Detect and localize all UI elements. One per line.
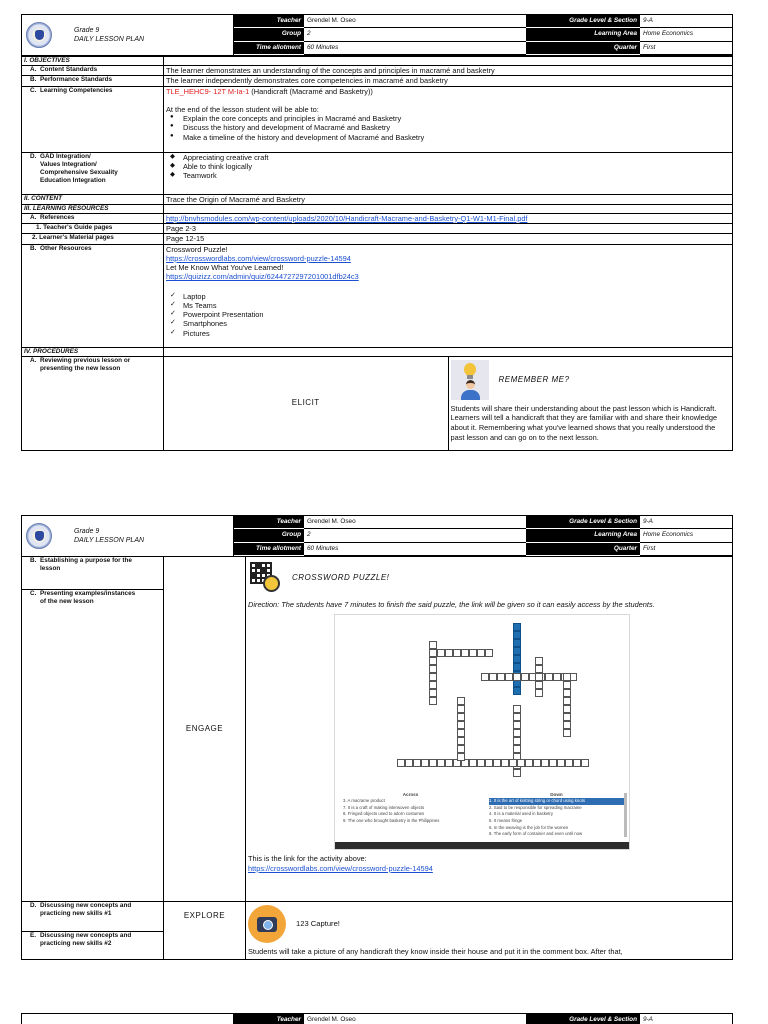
crossword-cell (513, 769, 521, 777)
competency-code: TLE_HEHC9- 12T M-Ia-1 (166, 86, 250, 96)
content-heading: II. CONTENT (22, 194, 164, 204)
crossword-cell (405, 759, 413, 767)
lesson-header (21, 1013, 733, 1024)
crossword-cell (469, 649, 477, 657)
deped-seal-icon (26, 523, 52, 549)
lesson-plan-page-1 (21, 14, 733, 451)
crossword-cell (445, 649, 453, 657)
crossword-cell (513, 713, 521, 721)
teacher-value: Grendel M. Oseo (304, 516, 526, 529)
crossword-cell (513, 673, 521, 681)
area-value: Home Economics (640, 529, 732, 542)
gad-label: GAD Integration/ Values Integration/ Comprehensive Sexuality Education Integration (40, 152, 118, 184)
list-item: ✓ Ms Teams (170, 301, 730, 310)
crossword-cell (513, 631, 521, 639)
procedures-heading: IV. PROCEDURES (22, 348, 164, 357)
clues-scrollbar[interactable] (624, 793, 627, 837)
teachers-guide-label: 1. Teacher's Guide pages (22, 224, 164, 234)
crossword-cell (413, 759, 421, 767)
crossword-cell (563, 713, 571, 721)
crossword-cell (513, 687, 521, 695)
crossword-cell (563, 689, 571, 697)
crossword-cell (533, 759, 541, 767)
link-intro: This is the link for the activity above: (248, 853, 367, 863)
list-item: ● Discuss the history and development of Macramé and Basketry (170, 123, 730, 132)
crossword-cell (477, 649, 485, 657)
crossword-cell (563, 681, 571, 689)
plan-title: DAILY LESSON PLAN (74, 36, 145, 43)
crossword-cell (457, 729, 465, 737)
performance-standards-value: The learner independently demonstrates core competencies in macramé and basketry (164, 76, 733, 86)
quarter-value: First (640, 543, 732, 556)
grade-section-value: 9-A (640, 516, 732, 529)
references-link[interactable]: http://bnvhsmodules.com/wp-content/uploads/2020/10/Handicraft-Macrame-and-Basketry-Q1-W1-M1-Final.pdf (166, 213, 528, 223)
crossword-timer-icon (248, 560, 282, 596)
remember-me-text: Students will share their understanding about the past lesson which is Handicraft. Learners will tell a handicraft that they are familiar with and share their knowledge about it. Remembering what you've learned shows that you really understood the past lesson and can go on to the next lesson. (450, 403, 718, 443)
group-value: 2 (304, 529, 526, 542)
learners-material-value: Page 12-15 (164, 234, 733, 244)
crossword-cell (535, 689, 543, 697)
crossword-cell (437, 649, 445, 657)
crossword-cell (461, 649, 469, 657)
crossword-cell (581, 759, 589, 767)
grade-section-value: 9-A (640, 1014, 732, 1024)
crossword-cell (563, 705, 571, 713)
crossword-cell (445, 759, 453, 767)
crossword-cell (453, 649, 461, 657)
crossword-cell (429, 673, 437, 681)
competencies-label: Learning Competencies (40, 86, 113, 94)
crossword-link[interactable]: https://crosswordlabs.com/view/crossword-puzzle-14594 (248, 863, 433, 873)
time-value: 60 Minutes (304, 543, 526, 556)
crossword-cell (429, 681, 437, 689)
crossword-cell (563, 673, 571, 681)
other-resources-label: Other Resources (40, 244, 92, 252)
crossword-cell (485, 759, 493, 767)
crossword-cell (485, 649, 493, 657)
across-clues: Across 3. A macrame product 7. It is a craft of making interwoven objects 8. Fringed objects used to adorn costumes 9. The one who brought basketry in the Philippines (343, 791, 440, 824)
explore-label: EXPLORE (164, 901, 246, 959)
crossword-cell (513, 655, 521, 663)
time-label: Time allotment (234, 543, 304, 556)
crossword-cell (563, 721, 571, 729)
grade-section-label: Grade Level & Section (526, 516, 640, 529)
crossword-cell (513, 721, 521, 729)
crossword-cell (505, 673, 513, 681)
gad-list (166, 153, 730, 181)
group-label: Group (234, 529, 304, 542)
crossword-cell (563, 729, 571, 737)
crossword-cell (525, 759, 533, 767)
crossword-cell (497, 673, 505, 681)
teacher-label: Teacher (234, 15, 304, 28)
objectives-heading: I. OBJECTIVES (22, 57, 164, 66)
crossword-cell (397, 759, 405, 767)
lesson-plan-page-3 (21, 1013, 733, 1024)
crossword-cell (457, 705, 465, 713)
establishing-purpose-label: Establishing a purpose for the lesson (40, 557, 132, 572)
crossword-cell (457, 713, 465, 721)
crossword-cell (501, 759, 509, 767)
down-clues: Down 1. It is the art of knitting string or chord using knots 2. Said to be responsible for spreading macrame 4. It is a material used in basketry 5. It means fringe 6. In the weaving is the job for the women 8. The early form of container and even until now (489, 791, 624, 838)
crossword-cell (513, 745, 521, 753)
crossword-cell (489, 673, 497, 681)
crossword-cell (557, 759, 565, 767)
crossword-cell (457, 745, 465, 753)
crossword-cell (541, 759, 549, 767)
crossword-cell (545, 673, 553, 681)
remember-me-title: REMEMBER ME? (498, 374, 570, 384)
crossword-cell (457, 737, 465, 745)
materials-list (166, 292, 730, 338)
crossword-cell (429, 657, 437, 665)
discussing-1-label: Discussing new concepts and practicing new skills #1 (40, 901, 132, 917)
idea-bulb-icon (451, 360, 489, 400)
crossword-cell (493, 759, 501, 767)
crossword-cell (429, 697, 437, 705)
teacher-value: Grendel M. Oseo (304, 15, 526, 28)
crossword-cell (535, 681, 543, 689)
learners-material-label: 2. Learner's Material pages (22, 234, 164, 244)
teacher-value: Grendel M. Oseo (304, 1014, 526, 1024)
content-standards-label: Content Standards (40, 66, 98, 73)
objectives-intro: At the end of the lesson student will be able to: (166, 104, 319, 114)
plan-title: DAILY LESSON PLAN (74, 537, 145, 544)
crossword-resource-link[interactable]: https://crosswordlabs.com/view/crossword-puzzle-14594 (166, 253, 351, 263)
crossword-puzzle-image (334, 614, 630, 850)
deped-seal-icon (26, 22, 52, 48)
grade-title: Grade 9 (74, 527, 100, 535)
time-label: Time allotment (234, 42, 304, 55)
area-label: Learning Area (526, 529, 640, 542)
grade-section-value: 9-A (640, 15, 732, 28)
crossword-cell (421, 759, 429, 767)
crossword-cell (513, 623, 521, 631)
crossword-cell (513, 639, 521, 647)
quarter-value: First (640, 42, 732, 55)
crossword-cell (549, 759, 557, 767)
lesson-header (21, 14, 733, 56)
teacher-label: Teacher (234, 1014, 304, 1024)
list-item: ✓ Laptop (170, 292, 730, 301)
procedures-table-1: IV. PROCEDURES A. Reviewing previous lesson or presenting the new lesson ELICIT REMEMBER ME? Students will share their understanding about the past lesson which is Handicraft. Learners will tell a handicraft that they are familiar with and share their knowledge about it. Remembering what you've learned shows that you really understood the past lesson and can go on to the next lesson. (21, 348, 733, 451)
crossword-cell (521, 673, 529, 681)
objectives-list (166, 114, 730, 142)
procedures-table-2: B. Establishing a purpose for the lesson ENGAGE CROSSWORD PUZZLE! Direction: The students have 7 minutes to finish the said puzzle, the link will be given so it can easily access by the students. Across 3. A macrame product 7. It is a craft of making interwoven objects 8. Fringed objects used to adorn costumes 9. The one who brought basketry in the Philippines Down 1. It is the art of knitting string or chord using knots 2. Said to be responsible for spreading macrame 4. It is a material used in basketry 5. It means fringe 6. In the weaving is the job for the women 8. The early form of container and even until now This is the link for the activity above: https://crosswordlabs.com/view/crossword-puzzle-14594 C. Presenting examples/instances of the new lesson D. Discussing new concepts and practicing new skills #1 EXPLORE 123 Capture! Students will take a picture of any handicraft they know inside their house and put it in the comment box. After that, E. Discussing new concepts and practicing new skills #2 (21, 557, 733, 960)
crossword-cell (457, 697, 465, 705)
list-item: ◆ Teamwork (170, 171, 730, 180)
crossword-direction: Direction: The students have 7 minutes to finish the said puzzle, the link will be given so it can easily access by the students. (248, 600, 655, 609)
capture-text: Students will take a picture of any handicraft they know inside their house and put it in the comment box. After that, (248, 946, 623, 956)
capture-title: 123 Capture! (296, 918, 340, 928)
crossword-cell (457, 721, 465, 729)
crossword-cell (513, 663, 521, 671)
presenting-examples-label: Presenting examples/instances of the new lesson (40, 589, 136, 605)
crossword-cell (513, 647, 521, 655)
elicit-label: ELICIT (164, 356, 449, 450)
crossword-cell (477, 759, 485, 767)
list-item: ◆ Appreciating creative craft (170, 153, 730, 162)
list-item: ◆ Able to think logically (170, 162, 730, 171)
crossword-cell (481, 673, 489, 681)
list-item: ✓ Pictures (170, 329, 730, 338)
area-label: Learning Area (526, 28, 640, 41)
lesson-plan-page-2 (21, 515, 733, 960)
engage-label: ENGAGE (164, 557, 246, 901)
grade-section-label: Grade Level & Section (526, 1014, 640, 1024)
group-label: Group (234, 28, 304, 41)
crossword-cell (429, 689, 437, 697)
crossword-cell (553, 673, 561, 681)
list-item: ● Make a timeline of the history and development of Macramé and Basketry (170, 133, 730, 142)
crossword-cell (565, 759, 573, 767)
time-value: 60 Minutes (304, 42, 526, 55)
camera-icon (248, 905, 286, 943)
competencies-cell (164, 86, 733, 152)
list-item: ✓ Smartphones (170, 319, 730, 328)
quiz-resource-label: Let Me Know What You've Learned! (166, 263, 284, 272)
crossword-cell (513, 729, 521, 737)
lesson-header (21, 515, 733, 557)
reviewing-label: Reviewing previous lesson or presenting the new lesson (40, 356, 131, 372)
list-item: ✓ Powerpoint Presentation (170, 310, 730, 319)
crossword-cell (535, 673, 543, 681)
teacher-label: Teacher (234, 516, 304, 529)
quiz-resource-link[interactable]: https://quizizz.com/admin/quiz/6244727297201001dfb24c3 (166, 272, 359, 282)
crossword-cell (429, 759, 437, 767)
grade-section-label: Grade Level & Section (526, 15, 640, 28)
crossword-cell (535, 657, 543, 665)
competency-text: (Handicraft (Macramé and Basketry)) (249, 86, 373, 96)
area-value: Home Economics (640, 28, 732, 41)
grade-title: Grade 9 (74, 26, 100, 34)
performance-standards-label: Performance Standards (40, 76, 113, 84)
crossword-cell (517, 759, 525, 767)
crossword-cell (509, 759, 517, 767)
crossword-cell (429, 641, 437, 649)
crossword-cell (469, 759, 477, 767)
crossword-cell (437, 759, 445, 767)
resources-heading: III. LEARNING RESOURCES (22, 204, 164, 213)
crossword-cell (535, 665, 543, 673)
group-value: 2 (304, 28, 526, 41)
crossword-cell (457, 753, 465, 761)
references-label: References (40, 213, 75, 221)
crossword-cell (429, 649, 437, 657)
lesson-table-1: I. OBJECTIVES A. Content Standards The learner demonstrates an understanding of the concepts and principles in macramé and basketry B. Performance Standards The learner independently demonstrates core competencies in macramé and basketry C. Learning Competencies TLE_HEHC9- 12T M-Ia-1 (Handicraft (Macramé and Basketry)) At the end of the lesson student will be able to: ● Explain the core concepts and principles in Macramé and Basketry ● Discuss the history and development of Macramé and Basketry ● Make a timeline of the history and development of Macramé and Basketry D. GAD Integration/ Values Integration/ Comprehensive Sexuality Education Integration ◆ Appreciating creative craft ◆ Able to think logically ◆ Teamwork II. CONTENT Trace the Origin of Macramé and Basketry III. LEARNING RESOURCES A. References http://bnvhsmodules.com/wp-content/uploads/2020/10/Handicraft-Macrame-and-Basketry-Q1-W1-M1-Final.pdf 1. Teacher's Guide pages Page 2-3 2. Learner's Material pages Page 12-15 B. Other Resources Crossword Puzzle! https://crosswordlabs.com/view/crossword-puzzle-14594 Let Me Know What You've Learned! https://quizizz.com/admin/quiz/6244727297201001dfb24c3 ✓ Laptop ✓ Ms Teams ✓ Powerpoint Presentation ✓ Smartphones ✓ Pictures (21, 56, 733, 348)
crossword-title: CROSSWORD PUZZLE! (292, 573, 390, 582)
crossword-resource-label: Crossword Puzzle! (166, 244, 228, 254)
discussing-2-label: Discussing new concepts and practicing new skills #2 (40, 931, 132, 947)
quarter-label: Quarter (526, 42, 640, 55)
crossword-cell (563, 697, 571, 705)
content-value: Trace the Origin of Macramé and Basketry (164, 194, 733, 204)
crossword-cell (513, 705, 521, 713)
crossword-cell (573, 759, 581, 767)
teachers-guide-value: Page 2-3 (164, 224, 733, 234)
list-item: ● Explain the core concepts and principles in Macramé and Basketry (170, 114, 730, 123)
crossword-cell (513, 737, 521, 745)
quarter-label: Quarter (526, 543, 640, 556)
content-standards-value: The learner demonstrates an understanding of the concepts and principles in macramé and basketry (164, 66, 733, 76)
crossword-cell (429, 665, 437, 673)
